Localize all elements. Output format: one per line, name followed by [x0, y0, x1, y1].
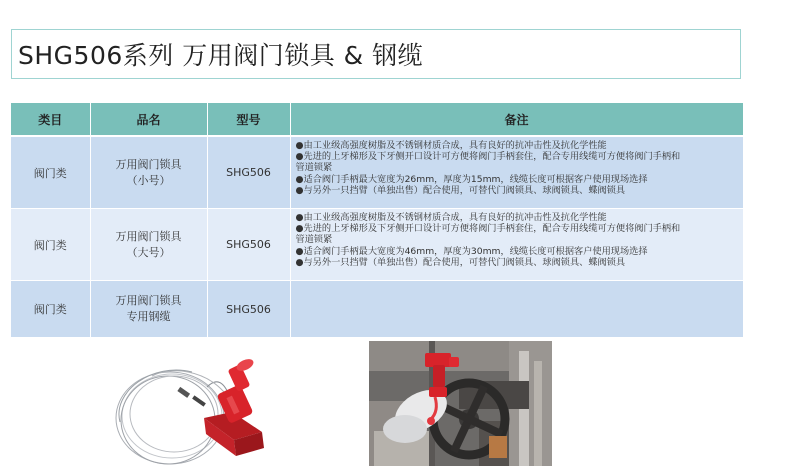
header-notes: 备注 [290, 103, 743, 136]
cell-category: 阀门类 [11, 281, 90, 338]
note-line: ●与另外一只挡臂（单独出售）配合使用，可替代门阀锁具、球阀锁具、蝶阀锁具 [295, 256, 626, 268]
note-line: 管道锁紧 [295, 234, 333, 246]
product-spec-table [11, 103, 744, 338]
cell-model: SHG506 [207, 209, 290, 281]
cell-notes [290, 209, 743, 281]
header-category: 类目 [11, 103, 90, 136]
product-name-line: 万用阀门锁具 [115, 157, 182, 171]
note-line: ●先进的上牙梯形及下牙侧开口设计可方便将阀门手柄套住，配合专用线缆可方便将阀门手柄和 [295, 151, 681, 163]
cell-notes [290, 136, 743, 209]
installed-valve-lock-photo [369, 341, 552, 466]
header-model: 型号 [207, 103, 290, 136]
cell-product-name [90, 209, 207, 281]
product-name-line: 万用阀门锁具 [115, 229, 182, 243]
cell-product-name [90, 136, 207, 209]
product-size-line: （大号） [126, 245, 171, 259]
product-variant-line: 专用钢缆 [126, 310, 171, 323]
product-name-line: 万用阀门锁具 [115, 294, 182, 307]
valve-lock-cable-image [112, 352, 282, 472]
note-line: ●由工业级高强度树脂及不锈钢材质合成，具有良好的抗冲击性及抗化学性能 [295, 140, 607, 151]
note-line: ●先进的上牙梯形及下牙侧开口设计可方便将阀门手柄套住，配合专用线缆可方便将阀门手柄和 [295, 223, 681, 235]
cell-model: SHG506 [207, 136, 290, 209]
cell-category: 阀门类 [11, 209, 90, 281]
table-header-row [11, 103, 743, 136]
header-product-name: 品名 [90, 103, 207, 136]
note-line: ●由工业级高强度树脂及不锈钢材质合成，具有良好的抗冲击性及抗化学性能 [295, 212, 607, 223]
note-line: ●适合阀门手柄最大宽度为26mm，厚度为15mm，线缆长度可根据客户使用现场选择 [295, 173, 648, 185]
note-line: ●适合阀门手柄最大宽度为46mm，厚度为30mm，线缆长度可根据客户使用现场选择 [295, 245, 648, 257]
cell-notes-empty [290, 281, 743, 338]
note-line: 管道锁紧 [295, 162, 333, 174]
cell-model: SHG506 [207, 281, 290, 338]
product-size-line: （小号） [126, 173, 171, 187]
cell-product-name [90, 281, 207, 338]
page-title: SHG506系列 万用阀门锁具 & 钢缆 [11, 29, 741, 79]
table-row [11, 209, 743, 281]
table-row [11, 281, 743, 338]
note-line: ●与另外一只挡臂（单独出售）配合使用，可替代门阀锁具、球阀锁具、蝶阀锁具 [295, 184, 626, 196]
cell-category: 阀门类 [11, 136, 90, 209]
table-row [11, 136, 743, 209]
